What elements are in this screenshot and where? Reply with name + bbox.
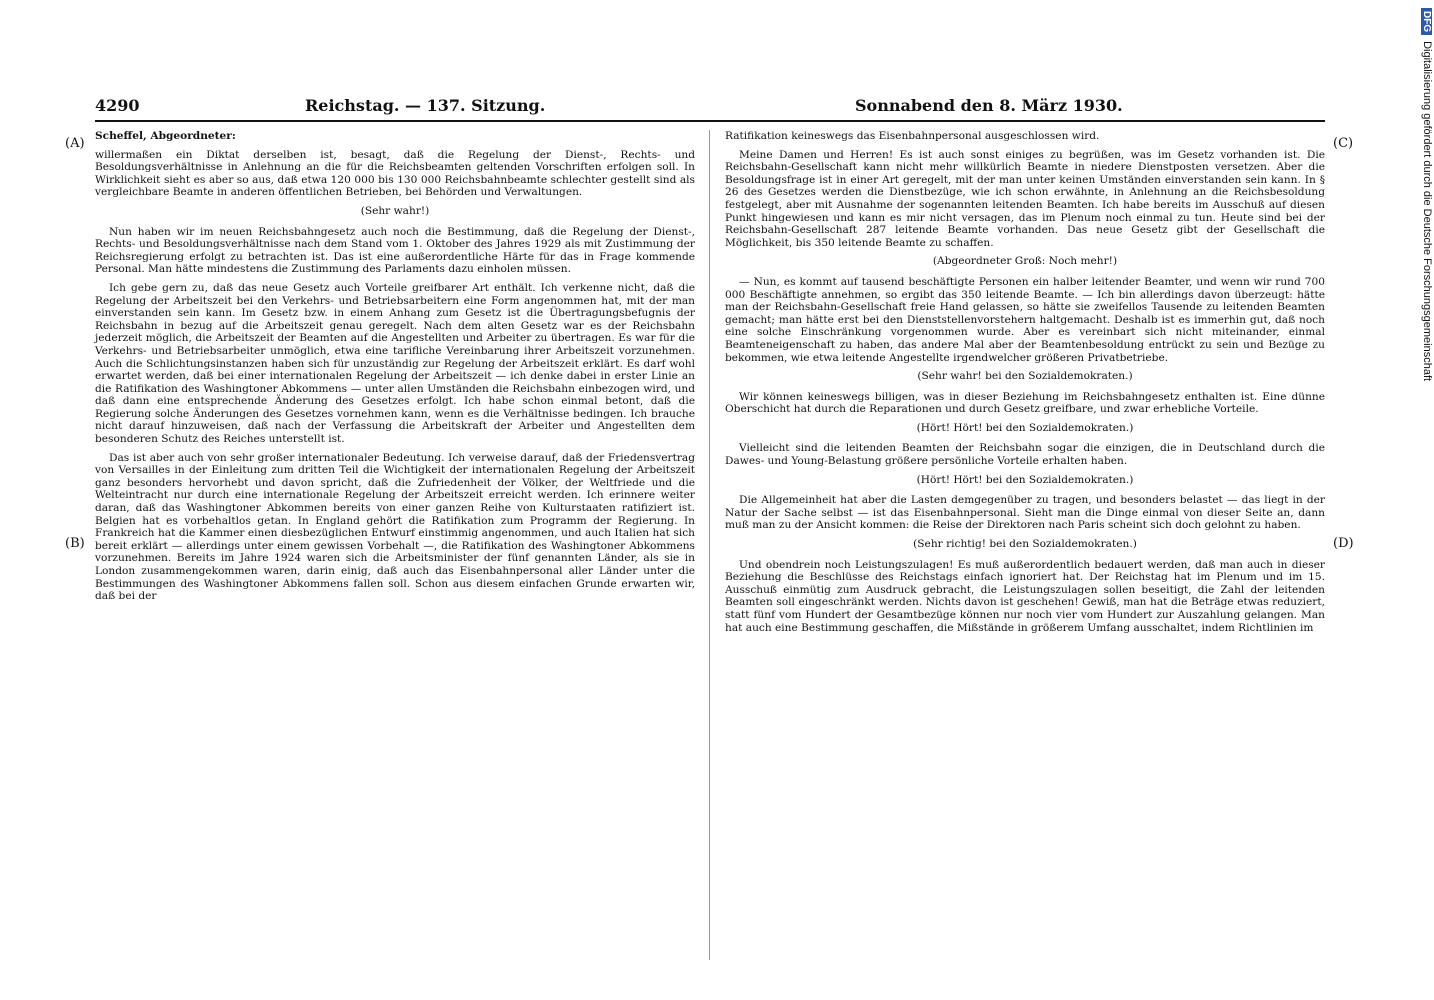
- paragraph: Meine Damen und Herren! Es ist auch sonst einiges zu begrüßen, was im Gesetz vorhanden ist. Die Reichsbahn-Gesellschaft kann nicht mehr willkürlich Beamte in niedere Dienstposten versetzen. Aber die Besoldungsfrage ist in einer Art geregelt, mit der man unter keinen Umständen einverstanden sein kann. In § 26 des Gesetzes werden die Dienstbezüge, wie ich schon erwähnte, in Anlehnung an die Reichsbesoldung festgelegt, aber mit Ausnahme der sogenannten leitenden Beamten. Ich habe bereits im Ausschuß auf diesen Punkt hingewiesen und kann es mir nicht versagen, das im Plenum noch einmal zu tun. Heute sind bei der Reichsbahn-Gesellschaft 287 leitende Beamte vorhanden. Das neue Gesetz gibt der Gesellschaft die Möglichkeit, bis 350 leitende Beamte zu schaffen.: [725, 148, 1325, 249]
- digitization-credit-strip: [1418, 8, 1434, 998]
- header-right-title: Sonnabend den 8. März 1930.: [855, 96, 1123, 115]
- page-content: [65, 96, 1354, 966]
- paragraph: Das ist aber auch von sehr großer internationaler Bedeutung. Ich verweise darauf, daß der Friedensvertrag von Versailles in der Einleitung zum dritten Teil die Wichtigkeit der internationalen Regelung der Arbeitszeit ganz besonders hervorhebt und davon spricht, daß die Zufriedenheit der Völker, der Weltfriede und die Welteintracht nur durch eine internationale Regelung der Arbeitszeit erreicht werden. Ich erinnere weiter daran, daß das Washingtoner Abkommen bereits von einer ganzen Reihe von Kulturstaaten ratifiziert ist. Belgien hat es vorbehaltlos getan. In England gehört die Ratifikation zum Programm der Regierung. In Frankreich hat die Kammer einen diesbezüglichen Entwurf einstimmig angenommen, und auch Italien hat sich bereit erklärt — allerdings unter einem gewissen Vorbehalt —, die Ratifikation des Washingtoner Abkommens vorzunehmen. Bereits im Jahre 1924 waren sich die Arbeitsminister der fünf genannten Länder, als sie in London zusammengekommen waren, darin einig, daß auch das Eisenbahnpersonal aller Länder unter die Bestimmungen des Washingtoner Abkommens fallen soll. Schon aus diesem einfachen Grunde erwarten wir, daß bei der: [95, 451, 695, 603]
- mark-d: (D): [1333, 536, 1354, 551]
- header-left-title: Reichstag. — 137. Sitzung.: [305, 96, 546, 115]
- paragraph: Nun haben wir im neuen Reichsbahngesetz auch noch die Bestimmung, daß die Regelung der Dienst-, Rechts- und Besoldungsverhältnisse nach dem Stand vom 1. Oktober des Jahres 1929 als mit Zustimmung der Reichsregierung erfolgt zu betrachten ist. Das ist eine außerordentliche Härte für das in Frage kommende Personal. Man hätte mindestens die Zustimmung des Parlaments dazu einholen müssen.: [95, 225, 695, 276]
- header-page-number: 4290: [95, 96, 140, 115]
- left-column: [95, 130, 695, 609]
- interjection: (Hört! Hört! bei den Sozialdemokraten.): [916, 473, 1134, 486]
- interjection: (Sehr wahr! bei den Sozialdemokraten.): [917, 370, 1133, 383]
- interjection: (Sehr wahr!): [360, 204, 430, 217]
- digitization-credit-text: Digitalisierung gefördert durch die Deutsche Forschungsgemeinschaft: [1421, 41, 1433, 382]
- paragraph: Ich gebe gern zu, daß das neue Gesetz auch Vorteile greifbarer Art enthält. Ich verkenne nicht, daß die Regelung der Arbeitszeit bei den Verkehrs- und Betriebsarbeitern eine Form angenommen hat, mit der man einverstanden sein kann. Im Gesetz bzw. in einem Anhang zum Gesetz ist die Übertragungsbefugnis der Reichsbahn in bezug auf die Arbeitszeit genau geregelt. Nach dem alten Gesetz war es der Reichsbahn jederzeit möglich, die Arbeitszeit der Beamten auf die Angestellten und Arbeiter zu übertragen. Es war für die Verkehrs- und Betriebsarbeiter unmöglich, etwa eine tarifliche Vereinbarung ihrer Arbeitszeit vorzunehmen. Auch die Schlichtungsinstanzen haben sich für unzuständig zur Regelung der Arbeitszeit erklärt. Es darf wohl erwartet werden, daß bei einer internationalen Regelung der Arbeitszeit — ich denke dabei in erster Linie an die Ratifikation des Washingtoner Abkommens — unter allen Umständen die Reichsbahn einbezogen wird, und daß dann eine entsprechende Änderung des Gesetzes erfolgt. Ich habe schon einmal betont, daß die Regierung solche Änderungen des Gesetzes vornehmen kann, wenn es die Verhältnisse bedingen. Ich brauche nicht darauf hinzuweisen, daß nach der Verfassung die Arbeitskraft der Arbeiter und Angestellten dem besonderen Schutz des Reiches unterstellt ist.: [95, 281, 695, 446]
- dfg-logo: DFG: [1421, 8, 1432, 35]
- digitization-credit: [1417, 8, 1433, 998]
- right-column: [725, 130, 1325, 640]
- paragraph: willermaßen ein Diktat derselben ist, besagt, daß die Regelung der Dienst-, Rechts- und Besoldungsverhältnisse in Anlehnung an die für die Reichsbeamten geltenden Vorschriften erfolgen soll. In Wirklichkeit sieht es aber so aus, daß etwa 120 000 bis 130 000 Reichsbahnbeamte schlechter gestellt sind als vergleichbare Beamte in anderen öffentlichen Betrieben, bei Behörden und Verwaltungen.: [95, 148, 695, 199]
- header-underline: [95, 120, 1325, 122]
- paragraph: Und obendrein noch Leistungszulagen! Es muß außerordentlich bedauert werden, daß man auch in dieser Beziehung die Beschlüsse des Reichstags einfach ignoriert hat. Der Reichstag hat im Plenum und im 15. Ausschuß einmütig zum Ausdruck gebracht, die Leistungszulagen sollen beseitigt, die Zahl der leitenden Beamten soll eingeschränkt werden. Nichts davon ist geschehen! Gewiß, man hat die Beträge etwas reduziert, statt fünf vom Hundert der Gesamtbezüge können nur noch vier vom Hundert zur Auszahlung gelangen. Man hat auch eine Bestimmung geschaffen, die Mißstände in größerem Umfang ausschaltet, indem Richtlinien im: [725, 558, 1325, 634]
- mark-a: (A): [65, 136, 85, 151]
- interjection: (Hört! Hört! bei den Sozialdemokraten.): [916, 421, 1134, 434]
- mark-c: (C): [1333, 136, 1354, 151]
- interjection: (Abgeordneter Groß: Noch mehr!): [932, 255, 1118, 268]
- mark-b: (B): [65, 536, 85, 551]
- speaker-line: Scheffel, Abgeordneter:: [95, 130, 236, 142]
- paragraph: Wir können keineswegs billigen, was in dieser Beziehung im Reichsbahngesetz enthalten ist. Eine dünne Oberschicht hat durch die Reparationen und durch Gesetz greifbare, und zwar erhebliche Vorteile.: [725, 390, 1325, 416]
- column-divider: [709, 130, 710, 960]
- interjection: (Sehr richtig! bei den Sozialdemokraten.): [913, 538, 1137, 551]
- header-row: [95, 96, 1325, 118]
- paragraph: Ratifikation keineswegs das Eisenbahnpersonal ausgeschlossen wird.: [725, 130, 1100, 142]
- paragraph: Vielleicht sind die leitenden Beamten der Reichsbahn sogar die einzigen, die in Deutschland durch die Dawes- und Young-Belastung größere persönliche Vorteile erhalten haben.: [725, 442, 1325, 468]
- paragraph: — Nun, es kommt auf tausend beschäftigte Personen ein halber leitender Beamter, und wenn wir rund 700 000 Beschäftigte annehmen, so ergibt das 350 leitende Beamte. — Ich bin allerdings davon überzeugt: hätte man der Reichsbahn-Gesellschaft freie Hand gelassen, so hätte sie zweifellos Tausende zu leitenden Beamten gemacht; man hätte erst bei den Dienststellenvorstehern haltgemacht. Deshalb ist es immerhin gut, daß noch eine solche Einschränkung vorgenommen wurde. Aber es vereinbart sich nicht miteinander, einmal Beamteneigenschaft zu haben, das andere Mal aber der Beamtenbesoldung entrückt zu sein und Bezüge zu bekommen, wie etwa leitende Angestellte irgendwelcher größeren Privatbetriebe.: [725, 275, 1325, 364]
- paragraph: Die Allgemeinheit hat aber die Lasten demgegenüber zu tragen, und besonders belastet — das liegt in der Natur der Sache selbst — ist das Eisenbahnpersonal. Sieht man die Dinge einmal von dieser Seite an, dann muß man zu der Ansicht kommen: die Reise der Direktoren nach Paris scheint sich doch gelohnt zu haben.: [725, 494, 1325, 532]
